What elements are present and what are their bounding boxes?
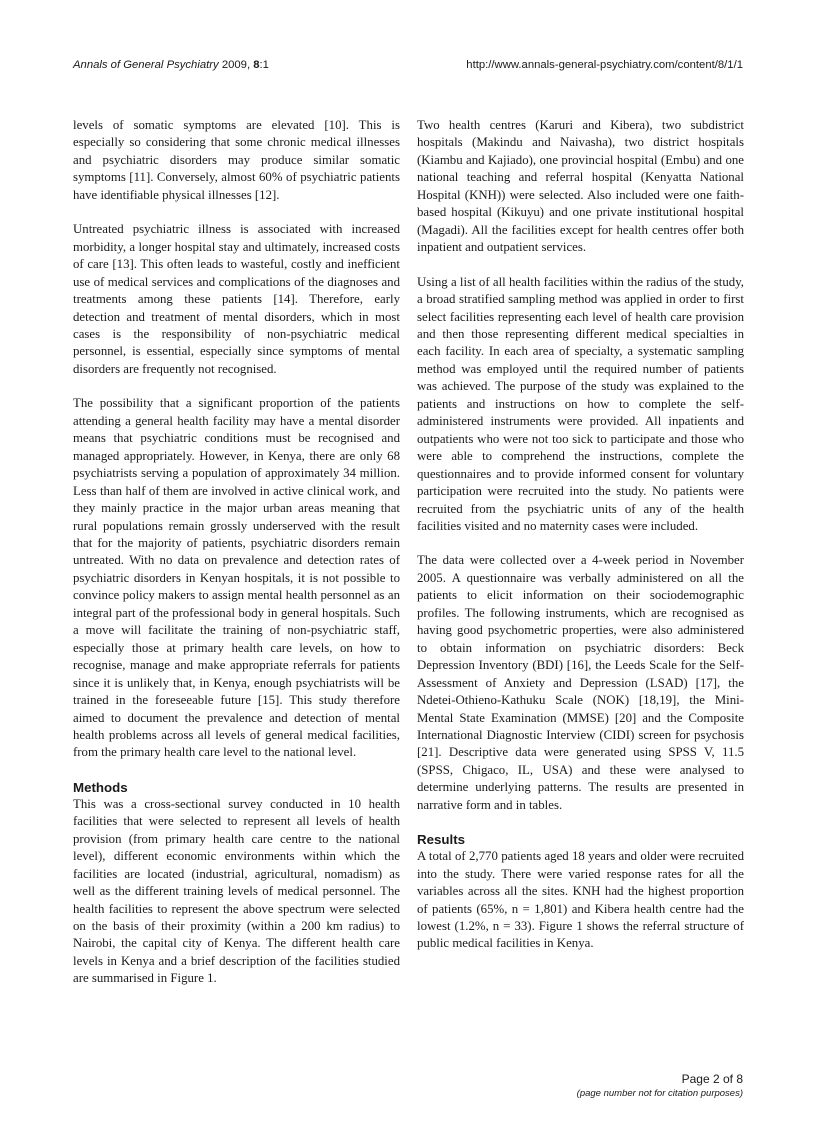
body-paragraph: The possibility that a significant proportion of the patients attending a general health facility may have a mental disorder means that psychiatric conditions must be recognised and managed appropriately. However, in Kenya, there are only 68 psychiatrists serving a population of approximately 34 million. Less than half of them are involved in active clinical work, and they mainly practice in the major urban areas meaning that rural populations remain grossly underserved with the result that for the majority of patients, psychiatric disorders remain untreated. With no data on prevalence and detection rates of psychiatric disorders in Kenyan hospitals, it is not possible to convince policy makers to assign mental health personnel as an integral part of the professional body in general hospitals. Such a move will facilitate the training of non-psychiatric staff, especially those at primary health care levels, on how to recognise, manage and make appropriate referrals for patients since it is unlikely that, in Kenya, enough psychiatrists will be trained in the foreseeable future [15]. This study therefore aimed to document the prevalence and detection of mental health problems across all levels of general medical facilities, from the primary health care level to the national level.: [73, 396, 400, 760]
journal-issue: :1: [259, 59, 269, 71]
body-paragraph: Untreated psychiatric illness is associated with increased morbidity, a longer hospital stay and ultimately, increased costs of care [13]. This often leads to wasteful, costly and inefficient use of medical services and complications of the diagnoses and treatments among these patients [14]. Therefore, early detection and treatment of mental disorders, which in most cases is the responsibility of non-psychiatric medical personnel, is essential, especially since symptoms of mental disorders are frequently not recognised.: [73, 222, 400, 376]
left-column: [73, 117, 400, 1005]
page-number-note: (page number not for citation purposes): [576, 1088, 743, 1099]
journal-name: Annals of General Psychiatry: [73, 59, 219, 71]
page-number: Page 2 of 8: [681, 1072, 743, 1086]
running-header: [73, 57, 743, 73]
article-url[interactable]: http://www.annals-general-psychiatry.com/content/8/1/1: [466, 59, 743, 71]
body-paragraph: The data were collected over a 4-week period in November 2005. A questionnaire was verbally administered on all the patients to elicit information on their sociodemographic profiles. The following instruments, which are recognised as having good psychometric properties, were also administered to obtain information on psychiatric disorders: Beck Depression Inventory (BDI) [16], the Leeds Scale for the Self-Assessment of Anxiety and Depression (LSAD) [17], the Ndetei-Othieno-Kathuku Scale (NOK) [18,19], the Mini-Mental State Examination (MMSE) [20] and the Composite International Diagnostic Interview (CIDI) screen for psychosis [21]. Descriptive data were generated using SPSS V, 11.5 (SPSS, Chigaco, IL, USA) and these were analysed to determine underlying patterns. The results are presented in narrative form and in tables.: [417, 553, 744, 812]
body-paragraph: levels of somatic symptoms are elevated [10]. This is especially so considering that some chronic medical illnesses and psychiatric disorders may produce similar somatic symptoms [11]. Conversely, almost 60% of psychiatric patients have identifiable physical illnesses [12].: [73, 118, 400, 202]
page-footer: [577, 1071, 743, 1101]
methods-paragraph: This was a cross-sectional survey conducted in 10 health facilities that were selected to represent all levels of health provision (from primary health care centre to the national level), different economic environments within which the facilities are located (industrial, agricultural, nomadism) as well as the different training levels of medical personnel. The health facilities to represent the above spectrum were selected on the basis of their proximity (within a 200 km radius) to Nairobi, the capital city of Kenya. The different health care levels in Kenya and a brief description of the facilities studied are summarised in Figure 1.: [73, 796, 400, 986]
journal-year: 2009,: [221, 59, 251, 71]
body-paragraph: Two health centres (Karuri and Kibera), two subdistrict hospitals (Makindu and Naivasha), two district hospitals (Kiambu and Kajiado), one provincial hospital (Embu) and one national teaching and referral hospital (Kenyatta National Hospital (KNH)) were selected. Also included were one faith-based hospital (Kikuyu) and one private institutional hospital (Magadi). All the facilities except for health centres offer both inpatient and outpatient services.: [417, 118, 744, 255]
results-heading: Results: [417, 832, 466, 848]
methods-heading: Methods: [73, 779, 128, 795]
results-paragraph: A total of 2,770 patients aged 18 years and older were recruited into the study. There were varied response rates for all the variables across all the sites. KNH had the highest proportion of patients (65%, n = 1,801) and Kibera health centre had the lowest (1.2%, n = 33). Figure 1 shows the referral structure of public medical facilities in Kenya.: [417, 849, 744, 951]
journal-volume: 8: [253, 59, 260, 71]
journal-citation: [73, 57, 269, 73]
right-column: [417, 117, 744, 970]
body-paragraph: Using a list of all health facilities within the radius of the study, a broad stratified sampling method was applied in order to first select facilities representing each level of health care provision and then those representing different medical specialties in each facility. In each area of specialty, a systematic sampling method was employed until the required number of patients was achieved. The purpose of the study was explained to the patients and instructions on how to complete the self-administered instruments were provided. All inpatients and outpatients who were not too sick to participate and those who were able to comprehend the instructions, complete the questionnaires and to provide informed consent for voluntary participation were recruited into the study. No patients were recruited from the psychiatric units of any of the health facilities visited and no maternity cases were included.: [417, 274, 744, 533]
